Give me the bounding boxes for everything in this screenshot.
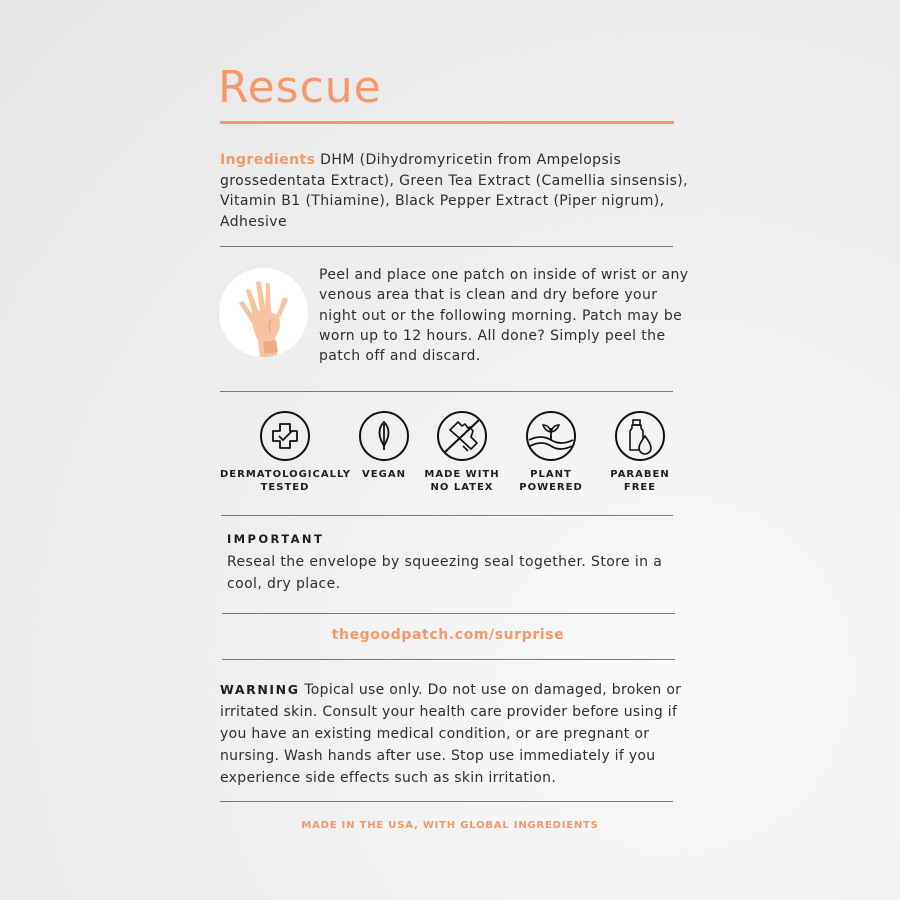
- warning-section: [220, 679, 692, 789]
- badge-no-latex: [424, 410, 500, 494]
- warning-text: Topical use only. Do not use on damaged, broken or irritated skin. Consult your health care provider before using if you have an existing medical condition, or are pregnant or nursing. Wash hands after use. Stop use immediately if you experience side effects such as skin irritation.: [220, 682, 682, 786]
- divider: [220, 246, 673, 247]
- badge-plant-powered: [512, 410, 590, 494]
- badge-label: MADE WITH NO LATEX: [424, 469, 500, 493]
- badge-label: VEGAN: [362, 469, 406, 480]
- divider: [222, 613, 675, 614]
- important-text: Reseal the envelope by squeezing seal together. Store in a cool, dry place.: [227, 554, 663, 592]
- vegan-leaf-icon: [358, 410, 410, 462]
- badge-row: [220, 410, 680, 500]
- origin-statement: MADE IN THE USA, WITH GLOBAL INGREDIENTS: [301, 820, 599, 831]
- dermatologically-tested-icon: [259, 410, 311, 462]
- divider: [222, 659, 675, 660]
- ingredients-section: [220, 150, 690, 232]
- title-divider: [220, 121, 674, 124]
- badge-label: DERMATOLOGICALLY TESTED: [220, 469, 352, 493]
- important-heading: IMPORTANT: [227, 532, 325, 546]
- badge-label: PARABEN FREE: [610, 469, 670, 493]
- product-title: Rescue: [218, 62, 382, 113]
- ingredients-text: DHM (Dihydromyricetin from Ampelopsis grossedentata Extract), Green Tea Extract (Camellia sinsensis), Vitamin B1 (Thiamine), Black Pepper Extract (Piper nigrum), Adhesive: [220, 152, 689, 230]
- warning-label: WARNING: [220, 682, 300, 697]
- no-latex-glove-icon: [436, 410, 488, 462]
- divider: [220, 801, 673, 802]
- ingredients-label: Ingredients: [220, 152, 316, 168]
- website-link[interactable]: thegoodpatch.com/surprise: [331, 627, 565, 643]
- hand-with-patch-icon: [219, 268, 308, 357]
- divider: [221, 515, 673, 516]
- plant-powered-sprout-icon: [525, 410, 577, 462]
- badge-label: PLANT POWERED: [519, 469, 583, 493]
- divider: [220, 391, 673, 392]
- badge-dermatologically-tested: [220, 410, 350, 494]
- paraben-free-bottle-icon: [614, 410, 666, 462]
- badge-paraben-free: [602, 410, 678, 494]
- application-instructions: Peel and place one patch on inside of wrist or any venous area that is clean and dry before your night out or the following morning. Patch may be worn up to 12 hours. All done? Simply peel the patch off and discard.: [319, 267, 689, 365]
- badge-vegan: [356, 410, 412, 481]
